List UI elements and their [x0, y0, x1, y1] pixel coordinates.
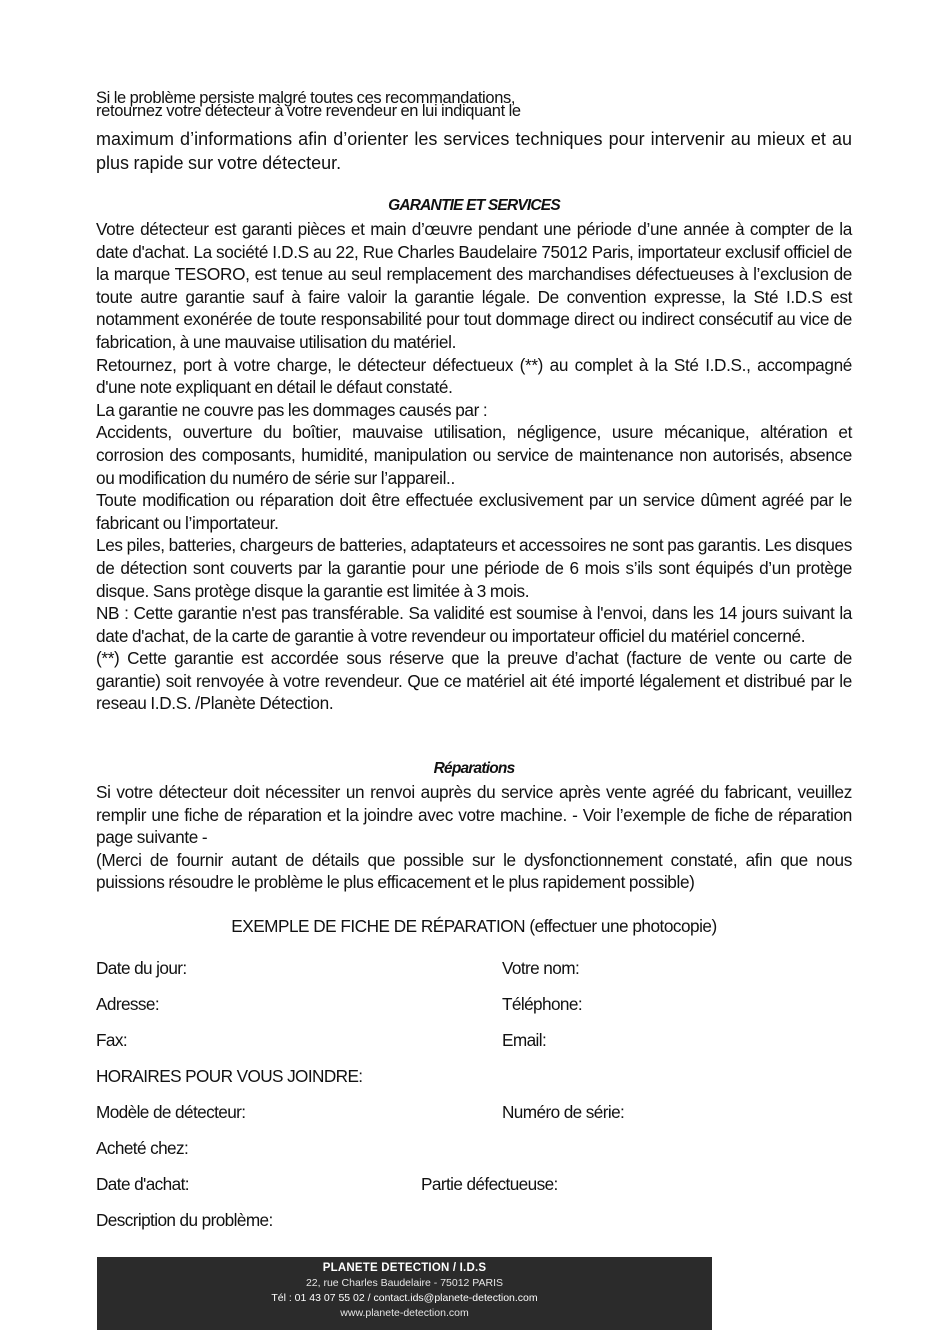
- field-date-du-jour: Date du jour:: [96, 958, 187, 978]
- field-votre-nom: Votre nom:: [502, 958, 580, 978]
- field-description: Description du problème:: [96, 1210, 273, 1230]
- field-partie-defectueuse: Partie défectueuse:: [421, 1174, 558, 1194]
- field-date-achat: Date d'achat:: [96, 1174, 189, 1194]
- fiche-title: EXEMPLE DE FICHE DE RÉPARATION (effectuer une photocopie): [231, 916, 717, 936]
- footer-banner: [97, 1257, 712, 1330]
- footer-contact: Tél : 01 43 07 55 02 / contact.ids@planete-detection.com: [271, 1292, 538, 1304]
- garantie-paragraph: Toute modification ou réparation doit être effectuée exclusivement par un service dûment agréé par le fabricant ou l’importateur.: [96, 490, 852, 533]
- field-horaires: HORAIRES POUR VOUS JOINDRE:: [96, 1066, 363, 1086]
- garantie-paragraph: NB : Cette garantie n'est pas transférable. Sa validité est soumise à l'envoi, dans les 14 jours suivant la date d'achat, de la carte de garantie à votre revendeur ou importateur officiel du matériel concerné.: [96, 603, 852, 646]
- field-telephone: Téléphone:: [502, 994, 583, 1014]
- field-modele: Modèle de détecteur:: [96, 1102, 246, 1122]
- reparations-body: [96, 781, 852, 894]
- footer-company: PLANETE DETECTION / I.D.S: [322, 1262, 487, 1274]
- footer-address: 22, rue Charles Baudelaire - 75012 PARIS: [305, 1277, 504, 1289]
- garantie-paragraph: (**) Cette garantie est accordée sous réserve que la preuve d’achat (facture de vente ou carte de garantie) soit renvoyée à votre revendeur. Que ce matériel ait été importé légalement et distribué par le reseau I.D.S. /Planète Détection.: [96, 648, 852, 714]
- garantie-paragraph: Retournez, port à votre charge, le détecteur défectueux (**) au complet à la Sté I.D.S., accompagné d'une note expliquant en détail le défaut constaté.: [96, 354, 852, 398]
- intro-line-1: Si le problème persiste malgré toutes ces recommandations,: [96, 89, 516, 107]
- field-fax: Fax:: [96, 1030, 128, 1050]
- reparations-heading: Réparations: [433, 760, 515, 777]
- intro-line-3: maximum d’informations afin d’orienter les services techniques pour intervenir au mieux et au plus rapide sur votre détecteur.: [96, 129, 852, 173]
- garantie-paragraph: Votre détecteur est garanti pièces et main d’œuvre pendant une période d’une année à compter de la date d'achat. La société I.D.S au 22, Rue Charles Baudelaire 75012 Paris, importateur exclusif officiel de la marque TESORO, est tenue au seul remplacement des marchandises défectueuses à l’exclusion de toute autre garantie sauf à faire valoir la garantie légale. De convention expresse, la Sté I.D.S est notamment exonérée de toute responsabilité pour tout dommage direct ou indirect consécutif au vice de fabrication, à une mauvaise utilisation du matériel.: [96, 219, 852, 352]
- reparations-paragraph: Si votre détecteur doit nécessiter un renvoi auprès du service après vente agréé du fabricant, veuillez remplir une fiche de réparation et la joindre avec votre machine. - Voir l’exemple de fiche de réparation page suivante -: [96, 782, 852, 848]
- garantie-heading: GARANTIE ET SERVICES: [388, 197, 560, 214]
- garantie-body: [96, 218, 852, 715]
- garantie-paragraph: Accidents, ouverture du boîtier, mauvaise utilisation, négligence, usure mécanique, altération et corrosion des composants, humidité, manipulation ou service de maintenance non autorisés, absence ou modification du numéro de série sur l’appareil..: [96, 422, 852, 488]
- reparations-paragraph: (Merci de fournir autant de détails que possible sur le dysfonctionnement constaté, afin que nous puissions résoudre le problème le plus efficacement et le plus rapidement possible): [96, 849, 852, 893]
- footer-website: www.planete-detection.com: [340, 1307, 469, 1319]
- intro-line-2: retournez votre détecteur à votre revendeur en lui indiquant le: [96, 102, 521, 120]
- field-adresse: Adresse:: [96, 994, 160, 1014]
- garantie-paragraph: La garantie ne couvre pas les dommages causés par :: [96, 399, 488, 420]
- field-numero-serie: Numéro de série:: [502, 1102, 625, 1122]
- field-email: Email:: [502, 1030, 547, 1050]
- garantie-paragraph: Les piles, batteries, chargeurs de batteries, adaptateurs et accessoires ne sont pas garantis. Les disques de détection sont couverts par la garantie pour une période de 6 mois s’ils sont équipés d’un protège disque. Sans protège disque la garantie est limitée à 3 mois.: [96, 535, 852, 601]
- field-achete-chez: Acheté chez:: [96, 1138, 189, 1158]
